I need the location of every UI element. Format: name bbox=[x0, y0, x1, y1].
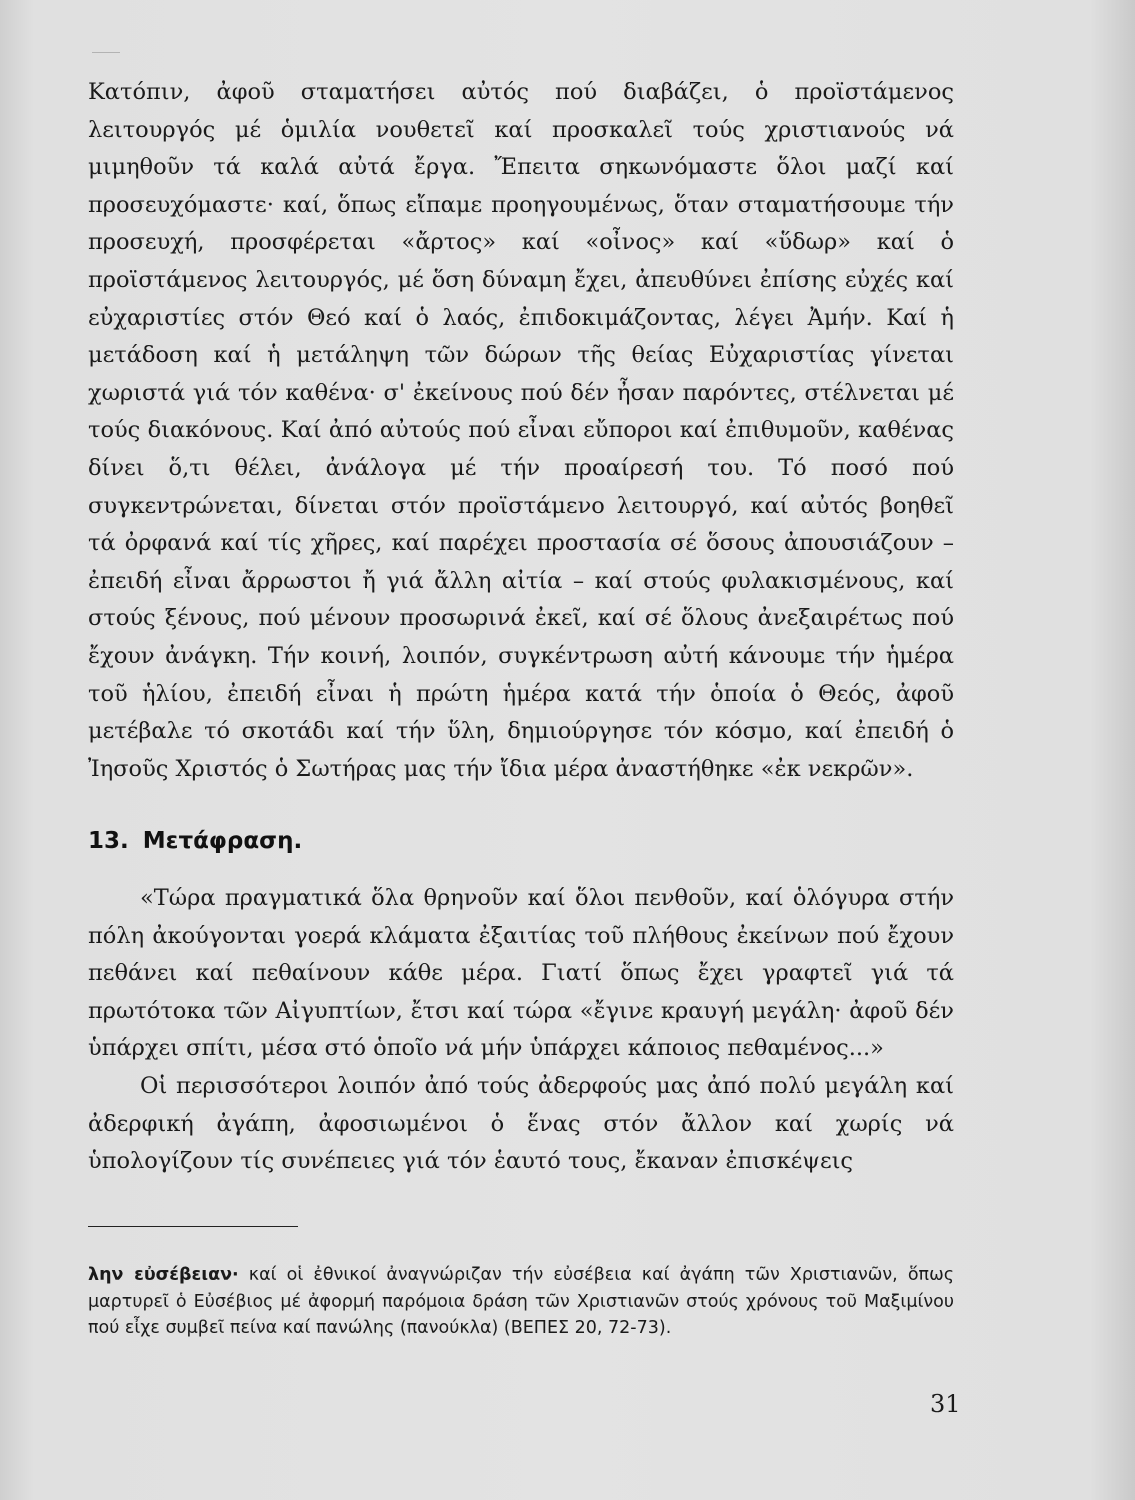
section-title: Μετάφραση. bbox=[142, 828, 303, 854]
footnote-divider bbox=[88, 1226, 298, 1227]
footnote bbox=[88, 1262, 954, 1342]
section-heading bbox=[88, 828, 302, 854]
page-number: 31 bbox=[930, 1390, 961, 1418]
translation-text bbox=[88, 880, 954, 1181]
translation-paragraph-1: «Τώρα πραγματικά ὅλα θρηνοῦν καί ὅλοι πενθοῦν, καί ὁλόγυρα στήν πόλη ἀκούγονται γοερά κλάματα ἐξαιτίας τοῦ πλήθους ἐκείνων πού ἔχουν πεθάνει καί πεθαίνουν κάθε μέρα. Γιατί ὅπως ἔχει γραφτεῖ γιά τά πρωτότοκα τῶν Αἰγυπτίων, ἔτσι καί τώρα «ἔγινε κραυγή μεγάλη· ἀφοῦ δέν ὑπάρχει σπίτι, μέσα στό ὁποῖο νά μήν ὑπάρχει κάποιος πεθαμένος...» bbox=[88, 885, 954, 1062]
main-paragraph: Κατόπιν, ἀφοῦ σταματήσει αὐτός πού διαβάζει, ὁ προϊστάμενος λειτουργός μέ ὁμιλία νουθετεῖ καί προσκαλεῖ τούς χριστιανούς νά μιμηθοῦν τά καλά αὐτά ἔργα. Ἔπειτα σηκωνόμαστε ὅλοι μαζί καί προσευχόμαστε· καί, ὅπως εἴπαμε προηγουμένως, ὅταν σταματήσουμε τήν προσευχή, προσφέρεται «ἄρτος» καί «οἶνος» καί «ὕδωρ» καί ὁ προϊστάμενος λειτουργός, μέ ὅση δύναμη ἔχει, ἀπευθύνει ἐπίσης εὐχές καί εὐχαριστίες στόν Θεό καί ὁ λαός, ἐπιδοκιμάζοντας, λέγει Ἀμήν. Καί ἡ μετάδοση καί ἡ μετάληψη τῶν δώρων τῆς θείας Εὐχαριστίας γίνεται χωριστά γιά τόν καθένα· σ' ἐκείνους πού δέν ἦσαν παρόντες, στέλνεται μέ τούς διακόνους. Καί ἀπό αὐτούς πού εἶναι εὔποροι καί ἐπιθυμοῦν, καθένας δίνει ὅ,τι θέλει, ἀνάλογα μέ τήν προαίρεσή του. Τό ποσό πού συγκεντρώνεται, δίνεται στόν προϊστάμενο λειτουργό, καί αὐτός βοηθεῖ τά ὀρφανά καί τίς χῆρες, καί παρέχει προστασία σέ ὅσους ἀπουσιάζουν – ἐπειδή εἶναι ἄρρωστοι ἤ γιά ἄλλη αἰτία – καί στούς φυλακισμένους, καί στούς ξένους, πού μένουν προσωρινά ἐκεῖ, καί σέ ὅλους ἀνεξαιρέτως πού ἔχουν ἀνάγκη. Τήν κοινή, λοιπόν, συγκέντρωση αὐτή κάνουμε τήν ἡμέρα τοῦ ἡλίου, ἐπειδή εἶναι ἡ πρώτη ἡμέρα κατά τήν ὁποία ὁ Θεός, ἀφοῦ μετέβαλε τό σκοτάδι καί τήν ὕλη, δημιούργησε τόν κόσμο, καί ἐπειδή ὁ Ἰησοῦς Χριστός ὁ Σωτήρας μας τήν ἴδια μέρα ἀναστήθηκε «ἐκ νεκρῶν». bbox=[88, 79, 954, 782]
main-text bbox=[88, 74, 954, 788]
section-number: 13. bbox=[88, 828, 129, 854]
footnote-lemma: λην εὐσέβειαν· bbox=[88, 1265, 239, 1285]
scan-mark bbox=[92, 52, 120, 53]
translation-paragraph-2: Οἱ περισσότεροι λοιπόν ἀπό τούς ἀδερφούς μας ἀπό πολύ μεγάλη καί ἀδερφική ἀγάπη, ἀφοσιωμένοι ὁ ἕνας στόν ἄλλον καί χωρίς νά ὑπολογίζουν τίς συνέπειες γιά τόν ἑαυτό τους, ἔκαναν ἐπισκέψεις bbox=[88, 1072, 954, 1175]
footnote-text: καί οἱ ἐθνικοί ἀναγνώριζαν τήν εὐσέβεια καί ἀγάπη τῶν Χριστιανῶν, ὅπως μαρτυρεῖ ὁ Εὐσέβιος μέ ἀφορμή παρόμοια δράση τῶν Χριστιανῶν στούς χρόνους τοῦ Μαξιμίνου πού εἶχε συμβεῖ πείνα καί πανώλης (πανούκλα) (ΒΕΠΕΣ 20, 72-73). bbox=[88, 1265, 955, 1338]
